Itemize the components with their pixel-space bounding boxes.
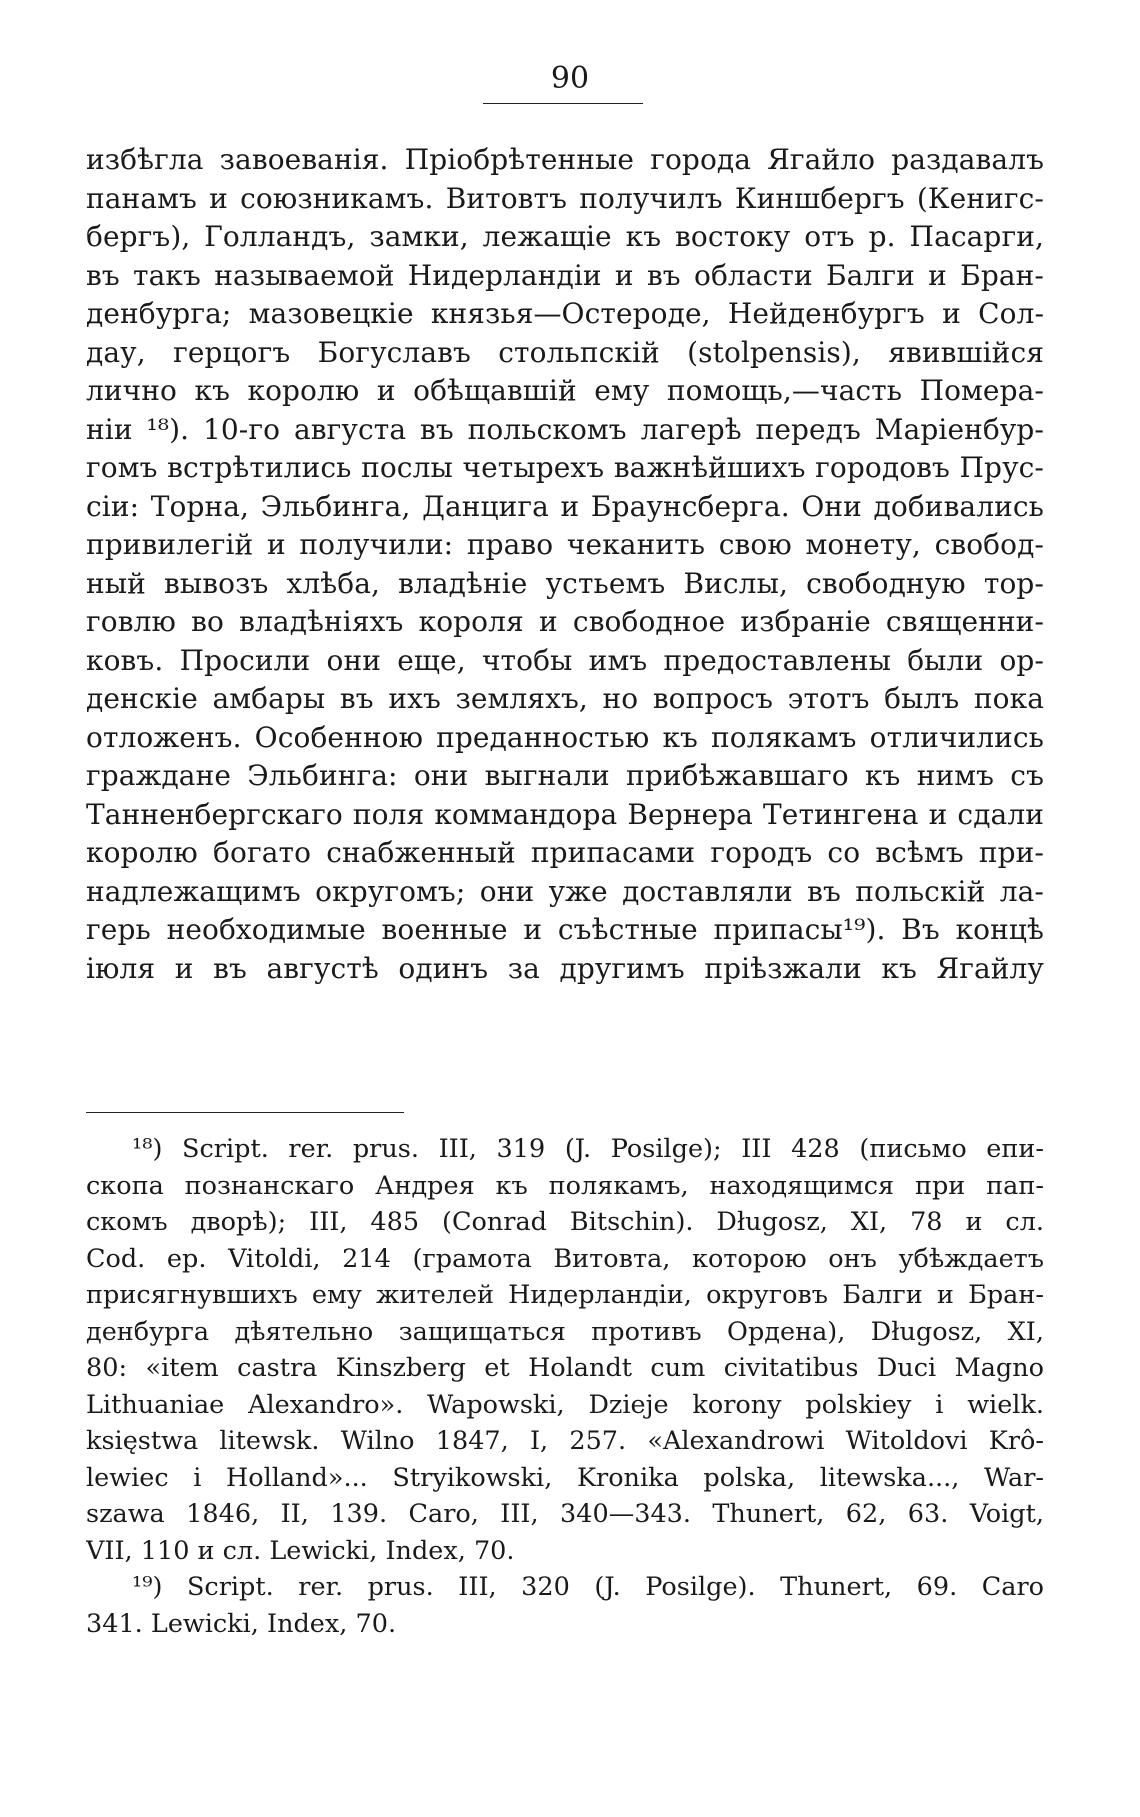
text-line: граждане Эльбинга: они выгнали прибѣжавшаго къ нимъ съ — [86, 759, 1044, 792]
text-line: королю богато снабженный припасами городъ со всѣмъ при- — [86, 836, 1044, 869]
text-line: іюля и въ августѣ одинъ за другимъ пріѣзжали къ Ягайлу — [86, 951, 1044, 985]
footnote-line: 341. Lewicki, Index, 70. — [86, 1608, 397, 1639]
footnote-line: ¹⁹) Script. rer. prus. III, 320 (J. Posilge). Thunert, 69. Caro — [132, 1572, 1044, 1602]
footnote-line: księstwa litewsk. Wilno 1847, I, 257. «Alexandrowi Witoldovi Krô- — [86, 1426, 1044, 1456]
main-text — [86, 141, 1044, 988]
page-number: 90 — [550, 61, 590, 96]
text-line: панамъ и союзникамъ. Витовтъ получилъ Киншбергъ (Кенигс- — [86, 181, 1044, 215]
text-line: денбурга; мазовецкіе князья—Остероде, Нейденбургъ и Сол- — [86, 297, 1044, 330]
text-line: привилегій и получили: право чеканить свою монету, свобод- — [86, 528, 1044, 561]
text-line: сіи: Торна, Эльбинга, Данцига и Браунсберга. Они добивались — [86, 489, 1044, 523]
text-line: ковъ. Просили они еще, чтобы имъ предоставлены были ор- — [86, 643, 1044, 677]
footnote-line: Cod. ep. Vitoldi, 214 (грамота Витовта, которою онъ убѣждаетъ — [86, 1243, 1044, 1274]
text-line: Танненбергскаго поля коммандора Вернера Тетингена и сдали — [86, 797, 1044, 831]
footnote-line: Lithuaniae Alexandro». Wapowski, Dzieje korony polskiey i wielk. — [86, 1389, 1044, 1420]
text-line: дау, герцогъ Богуславъ стольпскій (stolpensis), явившійся — [86, 335, 1044, 369]
text-line: въ такъ называемой Нидерландіи и въ области Балги и Бран- — [86, 258, 1044, 292]
footnote-line: присягнувшихъ ему жителей Нидерландіи, округовъ Балги и Бран- — [86, 1280, 1044, 1310]
footnote-line: szawa 1846, II, 139. Caro, III, 340—343. Thunert, 62, 63. Voigt, — [86, 1499, 1044, 1529]
footnote-line: скопа познанскаго Андрея къ полякамъ, находящимся при пап- — [86, 1170, 1044, 1201]
text-line: отложенъ. Особенною преданностью къ полякамъ отличились — [86, 720, 1044, 754]
text-line: денскіе амбары въ ихъ земляхъ, но вопросъ этотъ былъ пока — [86, 682, 1044, 715]
footnote-line: lewiec i Holland»... Stryikowski, Kronika polska, litewska..., War- — [86, 1462, 1044, 1493]
footnote-line: денбурга дѣятельно защищаться противъ Ордена), Długosz, XI, — [86, 1316, 1044, 1347]
text-line: герь необходимые военные и съѣстные припасы¹⁹). Въ концѣ — [86, 913, 1044, 946]
footnotes — [86, 1131, 1044, 1642]
text-line: бергъ), Голландъ, замки, лежащіе къ востоку отъ р. Пасарги, — [86, 220, 1044, 253]
footnote-line: 80: «item castra Kinszberg et Holandt cum civitatibus Duci Magno — [86, 1353, 1044, 1383]
footnote-separator — [86, 1112, 404, 1113]
footnote-line: скомъ дворѣ); III, 485 (Conrad Bitschin). Długosz, XI, 78 и сл. — [86, 1207, 1044, 1237]
page-number-underline — [483, 103, 643, 104]
text-line: говлю во владѣніяхъ короля и свободное избраніе священни- — [86, 605, 1044, 638]
text-line: избѣгла завоеванія. Пріобрѣтенные города Ягайло раздавалъ — [86, 143, 1044, 176]
footnote-line: ¹⁸) Script. rer. prus. III, 319 (J. Posilge); III 428 (письмо епи- — [132, 1134, 1044, 1164]
text-line: ніи ¹⁸). 10-го августа въ польскомъ лагерѣ передъ Маріенбур- — [86, 412, 1044, 446]
text-line: гомъ встрѣтились послы четырехъ важнѣйшихъ городовъ Прус- — [86, 451, 1044, 484]
footnote-line: VII, 110 и сл. Lewicki, Index, 70. — [86, 1535, 515, 1566]
text-line: лично къ королю и обѣщавшій ему помощь,—часть Помера- — [86, 374, 1044, 407]
text-line: ный вывозъ хлѣба, владѣніе устьемъ Вислы, свободную тор- — [86, 566, 1044, 600]
text-line: надлежащимъ округомъ; они уже доставляли въ польскій ла- — [86, 874, 1044, 908]
